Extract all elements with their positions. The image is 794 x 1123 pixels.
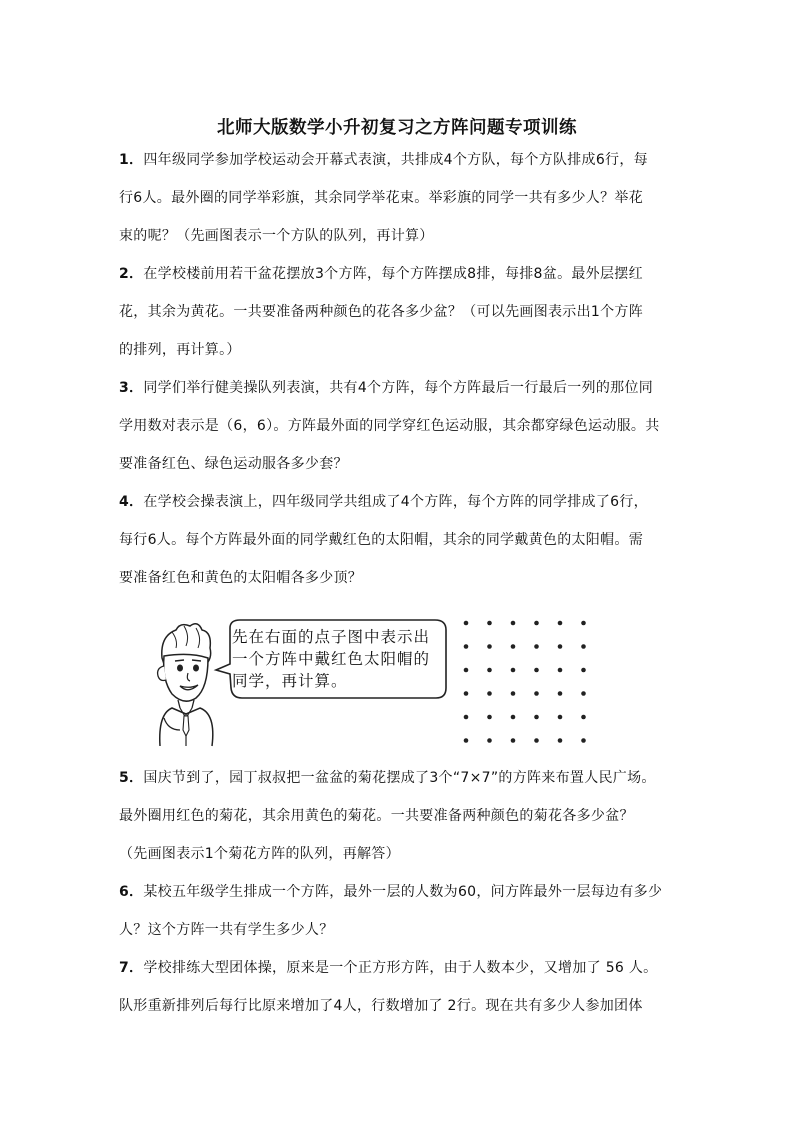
q2-line-1: [119, 263, 643, 283]
q5-line-1: [119, 767, 656, 787]
grid-dot: [464, 738, 469, 743]
grid-dot: [581, 668, 586, 673]
grid-dot: [534, 668, 539, 673]
grid-dot: [534, 715, 539, 720]
q1-line-3: 束的呢？（先画图表示一个方队的队列，再计算）: [119, 228, 434, 244]
q5-line-2: 最外圈用红色的菊花，其余用黄色的菊花。一共要准备两种颜色的菊花各多少盆？: [119, 808, 634, 824]
q4-line-1: [119, 491, 648, 511]
grid-dot: [581, 738, 586, 743]
q7-text-1: 学校排练大型团体操，原来是一个正方形方阵，由于人数本少，又增加了 56 人。: [143, 960, 658, 976]
grid-dot: [511, 668, 516, 673]
q4-figure: [150, 618, 610, 748]
grid-dot: [511, 644, 516, 649]
q2-line-3: 的排列，再计算。）: [119, 342, 241, 358]
grid-dot: [558, 644, 563, 649]
grid-dot: [511, 715, 516, 720]
grid-dot: [558, 668, 563, 673]
grid-dot: [487, 621, 492, 626]
q1-number: 1．: [119, 152, 144, 168]
q5-text-1: 国庆节到了，园丁叔叔把一盆盆的菊花摆成了3个“7×7”的方阵来布置人民广场。: [143, 770, 656, 786]
q6-line-2: 人？这个方阵一共有学生多少人？: [119, 922, 334, 938]
grid-dot: [581, 644, 586, 649]
grid-dot: [581, 621, 586, 626]
grid-dot: [558, 691, 563, 696]
dot-grid: [456, 618, 596, 748]
grid-dot: [464, 691, 469, 696]
q5-number: 5．: [119, 770, 144, 786]
q2-text-1: 在学校楼前用若干盆花摆放3个方阵，每个方阵摆成8排，每排8盆。最外层摆红: [143, 266, 643, 282]
grid-dot: [487, 715, 492, 720]
q6-number: 6．: [119, 884, 144, 900]
bubble-line-3: 同学，再计算。: [232, 672, 348, 690]
q2-line-2: 花，其余为黄花。一共要准备两种颜色的花各多少盆？（可以先画图表示出1个方阵: [119, 304, 644, 320]
grid-dot: [534, 691, 539, 696]
grid-dot: [511, 738, 516, 743]
q6-text-1: 某校五年级学生排成一个方阵，最外一层的人数为60，问方阵最外一层每边有多少: [143, 884, 663, 900]
grid-dot: [534, 644, 539, 649]
q1-line-2: 行6人。最外圈的同学举彩旗，其余同学举花束。举彩旗的同学一共有多少人？举花: [119, 190, 644, 206]
grid-dot: [581, 691, 586, 696]
grid-dot: [464, 668, 469, 673]
grid-dot: [534, 621, 539, 626]
q2-number: 2．: [119, 266, 144, 282]
bubble-line-1: 先在右面的点子图中表示出: [232, 628, 431, 646]
speech-bubble-text: [232, 626, 447, 692]
bubble-line-2: 一个方阵中戴红色太阳帽的: [232, 650, 431, 668]
q6-line-1: [119, 881, 662, 901]
grid-dot: [511, 691, 516, 696]
q3-line-1: [119, 377, 653, 397]
q3-number: 3．: [119, 380, 144, 396]
q7-number: 7．: [119, 960, 144, 976]
q3-line-2: 学用数对表示是（6，6）。方阵最外面的同学穿红色运动服，其余都穿绿色运动服。共: [119, 418, 660, 434]
q4-text-1: 在学校会操表演上，四年级同学共组成了4个方阵，每个方阵的同学排成了6行，: [143, 494, 648, 510]
grid-dot: [487, 644, 492, 649]
page-title: 北师大版数学小升初复习之方阵问题专项训练: [217, 118, 577, 138]
grid-dot: [511, 621, 516, 626]
q5-line-3: （先画图表示1个菊花方阵的队列，再解答）: [119, 846, 400, 862]
q4-line-2: 每行6人。每个方阵最外面的同学戴红色的太阳帽，其余的同学戴黄色的太阳帽。需: [119, 532, 644, 548]
grid-dot: [487, 668, 492, 673]
q7-line-1: [119, 957, 657, 977]
grid-dot: [487, 738, 492, 743]
grid-dot: [487, 691, 492, 696]
grid-dot: [558, 621, 563, 626]
grid-dot: [534, 738, 539, 743]
grid-dot: [464, 715, 469, 720]
q7-line-2: 队形重新排列后每行比原来增加了4人，行数增加了 2行。现在共有多少人参加团体: [119, 998, 643, 1014]
grid-dot: [464, 644, 469, 649]
q1-text-1: 四年级同学参加学校运动会开幕式表演，共排成4个方队，每个方队排成6行，每: [143, 152, 648, 168]
q1-line-1: [119, 149, 648, 169]
q4-number: 4．: [119, 494, 144, 510]
q3-text-1: 同学们举行健美操队列表演，共有4个方阵，每个方阵最后一行最后一列的那位同: [143, 380, 654, 396]
q3-line-3: 要准备红色、绿色运动服各多少套？: [119, 456, 348, 472]
grid-dot: [558, 738, 563, 743]
grid-dot: [464, 621, 469, 626]
grid-dot: [581, 715, 586, 720]
q4-line-3: 要准备红色和黄色的太阳帽各多少顶？: [119, 570, 363, 586]
grid-dot: [558, 715, 563, 720]
